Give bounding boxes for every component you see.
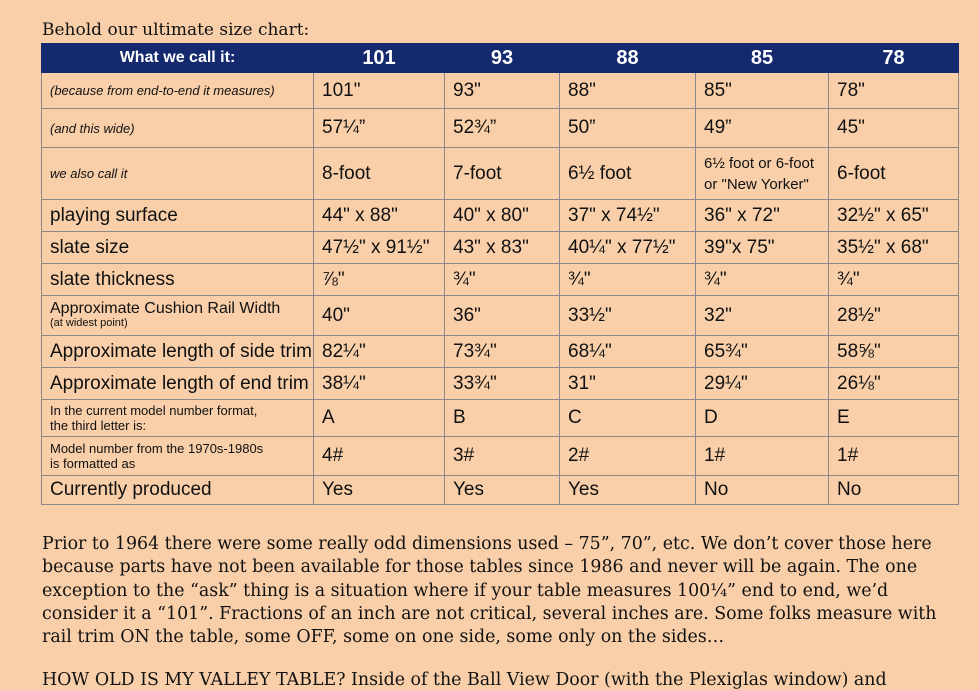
row-label: slate thickness (42, 264, 314, 296)
table-row (42, 232, 959, 264)
table-cell: Yes (560, 476, 696, 505)
table-cell: No (696, 476, 829, 505)
table-cell: 40" x 80" (445, 200, 560, 232)
table-cell: 73¾" (445, 336, 560, 368)
table-cell (696, 148, 829, 200)
table-cell: ¾" (445, 264, 560, 296)
header-size-88: 88 (560, 44, 696, 73)
table-row (42, 368, 959, 400)
table-row (42, 73, 959, 109)
table-cell: 78" (829, 73, 959, 109)
row-label: slate size (42, 232, 314, 264)
table-cell: 26⅛" (829, 368, 959, 400)
header-size-93: 93 (445, 44, 560, 73)
table-cell: 37" x 74½" (560, 200, 696, 232)
row-label: (because from end-to-end it measures) (42, 73, 314, 109)
row-label: we also call it (42, 148, 314, 200)
table-cell: 6½ foot (560, 148, 696, 200)
table-cell: 65¾" (696, 336, 829, 368)
table-cell: 31" (560, 368, 696, 400)
table-cell: 93" (445, 73, 560, 109)
table-cell: ¾" (560, 264, 696, 296)
table-cell: 7-foot (445, 148, 560, 200)
table-cell: 101" (314, 73, 445, 109)
table-cell: 4# (314, 437, 445, 476)
table-cell: 1# (696, 437, 829, 476)
table-cell: 82¼" (314, 336, 445, 368)
table-cell: No (829, 476, 959, 505)
cell-line: or "New Yorker" (704, 175, 809, 193)
table-cell: 39"x 75" (696, 232, 829, 264)
table-cell: 88" (560, 73, 696, 109)
table-cell: 32½" x 65" (829, 200, 959, 232)
table-row (42, 200, 959, 232)
table-cell: 8-foot (314, 148, 445, 200)
table-cell: 33½" (560, 296, 696, 336)
table-cell: 29¼" (696, 368, 829, 400)
table-cell: ¾" (696, 264, 829, 296)
table-cell: ⅞" (314, 264, 445, 296)
row-label (42, 437, 314, 476)
row-label: Approximate length of side trim (42, 336, 314, 368)
table-cell: Yes (445, 476, 560, 505)
table-cell: 33¾" (445, 368, 560, 400)
table-cell: A (314, 400, 445, 437)
table-cell: 6-foot (829, 148, 959, 200)
table-cell: 3# (445, 437, 560, 476)
header-label-cell: What we call it: (42, 44, 314, 73)
table-row (42, 148, 959, 200)
table-cell: 47½" x 91½" (314, 232, 445, 264)
row-label-line: In the current model number format, (50, 403, 258, 418)
table-cell: 52¾” (445, 109, 560, 148)
table-row (42, 476, 959, 505)
row-label: Currently produced (42, 476, 314, 505)
table-row (42, 437, 959, 476)
header-size-78: 78 (829, 44, 959, 73)
table-cell: C (560, 400, 696, 437)
table-cell: 44" x 88" (314, 200, 445, 232)
table-row (42, 296, 959, 336)
table-cell: 36" (445, 296, 560, 336)
table-cell: 68¼" (560, 336, 696, 368)
cell-line: 6½ foot or 6-foot (704, 154, 815, 172)
row-label: (and this wide) (42, 109, 314, 148)
row-label: playing surface (42, 200, 314, 232)
table-cell: Yes (314, 476, 445, 505)
table-cell: 32" (696, 296, 829, 336)
table-row (42, 400, 959, 437)
table-cell: 50” (560, 109, 696, 148)
table-cell: 38¼" (314, 368, 445, 400)
row-label-sub: (at widest point) (50, 316, 128, 329)
table-header-row (42, 44, 959, 73)
table-cell: 40" (314, 296, 445, 336)
table-cell: 2# (560, 437, 696, 476)
header-size-101: 101 (314, 44, 445, 73)
section-heading-how-old: HOW OLD IS MY VALLEY TABLE? Inside of the Ball View Door (with the Plexiglas window) and (42, 670, 887, 690)
row-label (42, 400, 314, 437)
table-cell: 58⅝" (829, 336, 959, 368)
table-cell: 40¼" x 77½" (560, 232, 696, 264)
table-cell: D (696, 400, 829, 437)
table-row (42, 336, 959, 368)
table-cell: 1# (829, 437, 959, 476)
table-row (42, 264, 959, 296)
table-cell: 49” (696, 109, 829, 148)
table-cell: 45" (829, 109, 959, 148)
table-cell: E (829, 400, 959, 437)
row-label-line: the third letter is: (50, 418, 147, 433)
row-label-line: is formatted as (50, 456, 136, 471)
row-label-line: Model number from the 1970s-1980s (50, 441, 264, 456)
table-cell: 57¼” (314, 109, 445, 148)
table-cell: 43" x 83" (445, 232, 560, 264)
table-cell: ¾" (829, 264, 959, 296)
table-cell: 36" x 72" (696, 200, 829, 232)
table-cell: 85" (696, 73, 829, 109)
row-label (42, 296, 314, 336)
table-cell: B (445, 400, 560, 437)
header-size-85: 85 (696, 44, 829, 73)
table-row (42, 109, 959, 148)
table-cell: 35½" x 68" (829, 232, 959, 264)
body-paragraph: Prior to 1964 there were some really odd dimensions used – 75”, 70”, etc. We don’t cover those here because parts have not been available for those tables since 1986 and never will be again. The one exception to the “ask” thing is a situation where if your table measures 100¼” end to end, we’d consider it a “101”. Fractions of an inch are not critical, several inches are. Some folks measure with rail trim ON the table, some OFF, some on one side, some only on the sides… (42, 534, 937, 648)
row-label-main: Approximate Cushion Rail Width (50, 299, 281, 317)
size-chart-table (41, 43, 959, 505)
table-cell: 28½" (829, 296, 959, 336)
chart-heading: Behold our ultimate size chart: (42, 20, 310, 40)
row-label: Approximate length of end trim (42, 368, 314, 400)
